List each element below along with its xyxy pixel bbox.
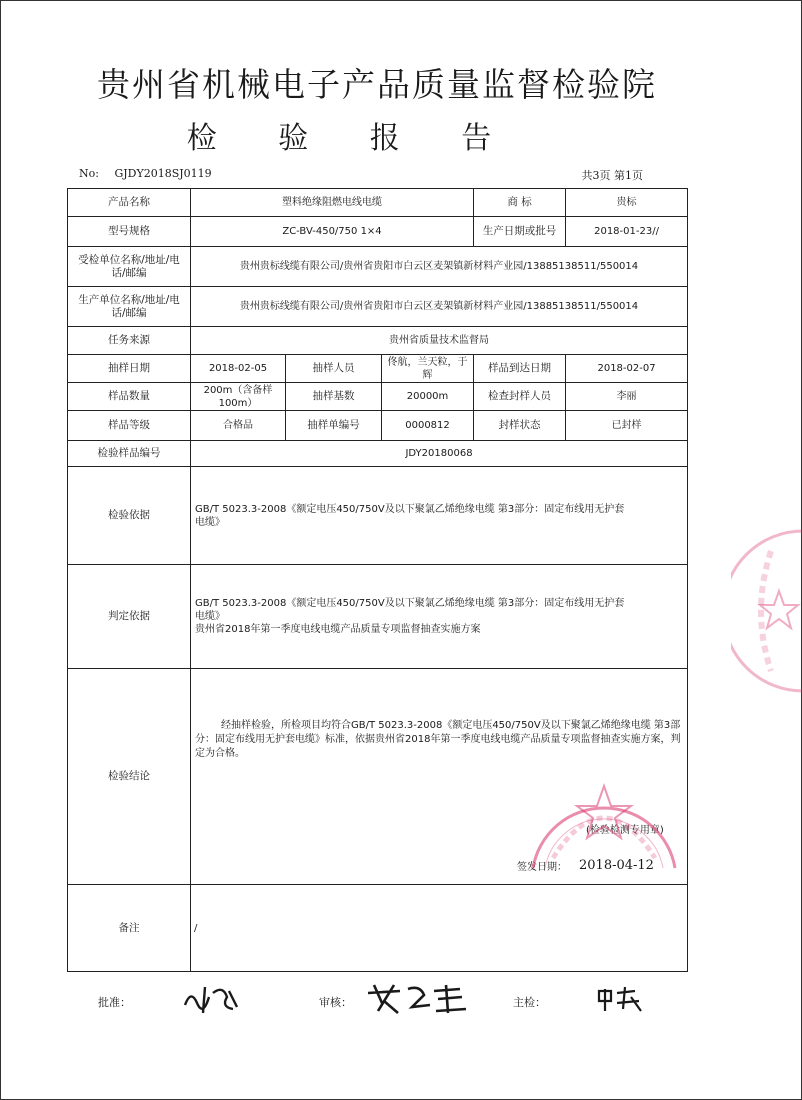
stamp-note: (检验检测专用章) [586,825,664,836]
row-quantity [68,383,688,411]
row-task-source [68,327,688,355]
basis-value [191,467,688,565]
sampling-no-value: 0000812 [382,411,474,441]
judgment-text-line1: GB/T 5023.3-2008《额定电压450/750V及以下聚氯乙烯绝缘电缆 第3部分：固定布线用无护套 [195,598,625,609]
trademark-value: 贵标 [566,189,688,217]
row-producer-unit [68,287,688,327]
inspected-unit-label-line1: 受检单位名称/地址/电 [78,253,180,266]
sample-qty-label: 样品数量 [68,383,191,411]
task-source-value: 贵州省质量技术监督局 [191,327,688,355]
trademark-label: 商 标 [474,189,566,217]
sample-qty-value-line2: 100m） [218,397,258,409]
row-grade [68,411,688,441]
inspected-unit-value: 贵州贵标线缆有限公司/贵州省贵阳市白云区麦架镇新材料产业园/13885138511/550014 [191,247,688,287]
row-model [68,217,688,247]
remarks-value: / [191,885,688,972]
seal-person-label: 检查封样人员 [474,383,566,411]
conclusion-text: 经抽样检验，所检项目均符合GB/T 5023.3-2008《额定电压450/750V及以下聚氯乙烯绝缘电缆 第3部分：固定布线用无护套电缆》标准，依据贵州省2018年第一季度电线电缆产品质量专项监督抽查实施方案，判定为合格。 [195,720,681,759]
sampling-base-label: 抽样基数 [286,383,382,411]
conclusion-label: 检验结论 [68,669,191,885]
samplers-value-line1: 佟航，兰天粒，于 [387,356,468,368]
judgment-label: 判定依据 [68,565,191,669]
samplers-label: 抽样人员 [286,355,382,383]
institute-title: 贵州省机械电子产品质量监督检验院 [97,65,657,104]
report-number [79,167,212,180]
review-signature [364,981,474,1017]
judgment-text-line3: 贵州省2018年第一季度电线电缆产品质量专项监督抽查实施方案 [195,624,481,635]
row-basis [68,467,688,565]
task-source-label: 任务来源 [68,327,191,355]
inspected-unit-label-line2: 话/邮编 [111,266,147,279]
producer-unit-label [68,287,191,327]
row-sample-id [68,441,688,467]
inspected-unit-label [68,247,191,287]
seal-status-label: 封样状态 [474,411,566,441]
row-judgment [68,565,688,669]
sampling-date-value: 2018-02-05 [191,355,286,383]
product-name-value: 塑料绝缘阻燃电线电缆 [191,189,474,217]
issue-date-value: 2018-04-12 [579,858,654,873]
sample-qty-value [191,383,286,411]
seal-status-value: 已封样 [566,411,688,441]
sample-id-label: 检验样品编号 [68,441,191,467]
producer-unit-value: 贵州贵标线缆有限公司/贵州省贵阳市白云区麦架镇新材料产业园/13885138511/550014 [191,287,688,327]
product-name-label: 产品名称 [68,189,191,217]
sample-grade-label: 样品等级 [68,411,191,441]
row-remarks [68,885,688,972]
prod-date-label: 生产日期或批号 [474,217,566,247]
edge-seal-stamp [731,521,802,701]
basis-text-line2: 电缆》 [195,516,225,528]
sample-grade-value: 合格品 [191,411,286,441]
judgment-text-line2: 电缆》 [195,611,225,622]
arrival-date-value: 2018-02-07 [566,355,688,383]
report-title: 检 验 报 告 [186,121,518,156]
seal-person-value: 李丽 [566,383,688,411]
approve-label: 批准： [98,996,131,1009]
remarks-label: 备注 [68,885,191,972]
review-label: 审核： [319,996,352,1009]
judgment-value [191,565,688,669]
row-sampling [68,355,688,383]
sampling-date-label: 抽样日期 [68,355,191,383]
row-conclusion [68,669,688,885]
sample-qty-value-line1: 200m（含备样 [203,384,273,396]
inspect-signature [595,985,643,1013]
samplers-value [382,355,474,383]
basis-label: 检验依据 [68,467,191,565]
inspect-label: 主检： [513,996,546,1009]
sampling-base-value: 20000m [382,383,474,411]
model-value: ZC-BV-450/750 1×4 [191,217,474,247]
producer-unit-label-line1: 生产单位名称/地址/电 [78,293,180,306]
row-inspected-unit [68,247,688,287]
arrival-date-label: 样品到达日期 [474,355,566,383]
conclusion-value [191,669,688,885]
report-number-label: No: [79,167,99,180]
producer-unit-label-line2: 话/邮编 [111,306,147,319]
approve-signature [181,983,241,1015]
sample-id-value: JDY20180068 [191,441,688,467]
issue-date-label: 签发日期： [517,862,567,873]
samplers-value-line2: 辉 [422,369,433,381]
page-info: 共3页 第1页 [581,169,643,182]
report-number-value: GJDY2018SJ0119 [114,167,212,180]
report-table [67,188,688,972]
basis-text-line1: GB/T 5023.3-2008《额定电压450/750V及以下聚氯乙烯绝缘电缆 第3部分：固定布线用无护套 [195,503,625,515]
model-label: 型号规格 [68,217,191,247]
prod-date-value: 2018-01-23// [566,217,688,247]
row-product-name [68,189,688,217]
sampling-no-label: 抽样单编号 [286,411,382,441]
